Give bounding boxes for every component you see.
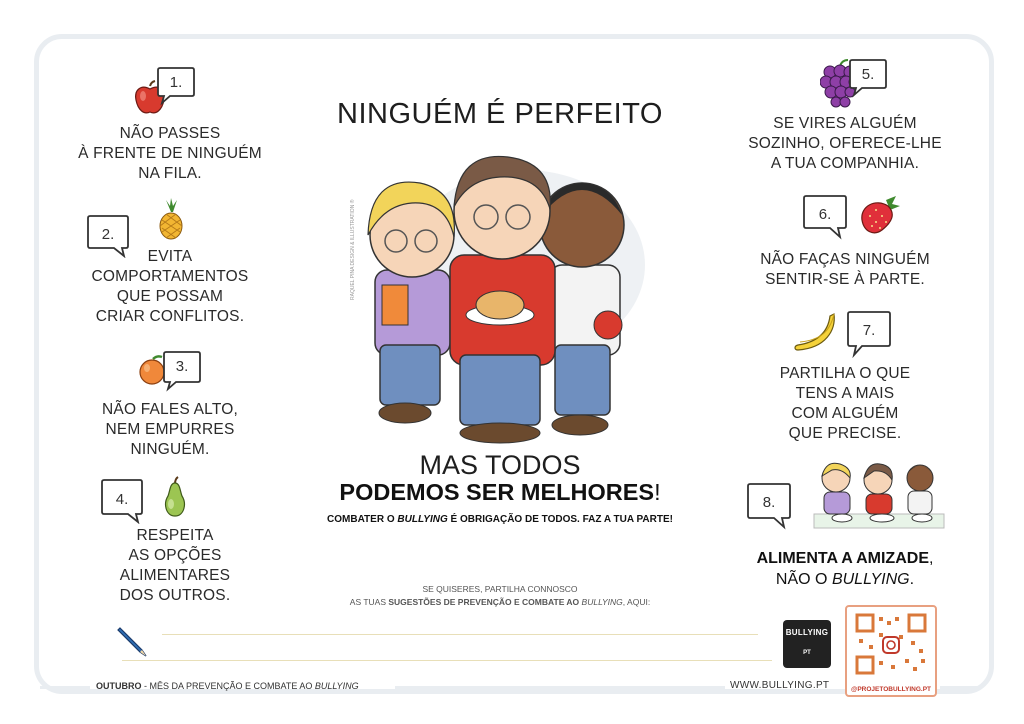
tip-3-text: NÃO FALES ALTO, NEM EMPURRES NINGUÉM.: [102, 401, 238, 458]
podemos-heading: PODEMOS SER MELHORES!: [339, 479, 661, 505]
page-title: NINGUÉM É PERFEITO: [337, 98, 663, 130]
tip-4-text: RESPEITA AS OPÇÕES ALIMENTARES DOS OUTROS.: [119, 527, 231, 604]
pencil-icon: [116, 624, 150, 663]
share-prompt-line1: SE QUISERES, PARTILHA CONNOSCO: [422, 584, 578, 594]
tip-number: 6.: [818, 206, 832, 223]
number-bubble-6: [802, 194, 842, 232]
illustration-credit: RAQUEL PINA DESIGN & ILLUSTRATION ®: [350, 199, 356, 300]
writing-line-1[interactable]: [162, 634, 758, 635]
combater-text: COMBATER O BULLYING É OBRIGAÇÃO DE TODOS. FAZ A TUA PARTE!: [327, 514, 673, 525]
tip-6-text: NÃO FAÇAS NINGUÉM SENTIR-SE À PARTE.: [760, 251, 930, 288]
footer-website[interactable]: WWW.BULLYING.PT: [730, 680, 830, 691]
tip-number: 8.: [762, 494, 776, 511]
strawberry-icon: [856, 192, 902, 243]
tip-8-text: ALIMENTA A AMIZADE, NÃO O BULLYING.: [756, 550, 934, 588]
pear-icon: [160, 476, 190, 523]
number-bubble-7: [846, 310, 886, 348]
number-bubble-5: [848, 58, 888, 96]
footer-text: OUTUBRO - MÊS DA PREVENÇÃO E COMBATE AO BULLYING: [96, 681, 359, 691]
tip-7-text: PARTILHA O QUE TENS A MAIS COM ALGUÉM QUE PRECISE.: [779, 365, 911, 442]
share-prompt-line2: AS TUAS SUGESTÕES DE PREVENÇÃO E COMBATE AO BULLYING, AQUI:: [349, 597, 651, 607]
tip-2-text: EVITA COMPORTAMENTOS QUE POSSAM CRIAR CONFLITOS.: [91, 248, 249, 325]
tip-number: 7.: [862, 322, 876, 339]
bullying-pt-logo[interactable]: BULLYING PT: [783, 620, 831, 668]
tip-5-text: SE VIRES ALGUÉM SOZINHO, OFERECE-LHE A TUA COMPANHIA.: [748, 115, 942, 172]
tip-number: 3.: [175, 358, 189, 375]
banana-icon: [790, 310, 840, 359]
footer-line-right: [940, 686, 980, 689]
number-bubble-4: [100, 478, 140, 516]
tip-number: 2.: [101, 226, 115, 243]
tip-number: 5.: [861, 66, 875, 83]
children-illustration: [350, 145, 650, 445]
tip-number: 4.: [115, 491, 129, 508]
mas-todos-text: MAS TODOS: [419, 450, 581, 480]
qr-handle: @PROJETOBULLYING.PT: [850, 686, 932, 693]
qr-code[interactable]: [845, 605, 937, 697]
number-bubble-8: [746, 482, 786, 520]
kids-eating-icon: [812, 456, 946, 539]
pineapple-icon: [156, 198, 186, 245]
writing-line-2[interactable]: [122, 660, 772, 661]
tip-1-text: NÃO PASSES À FRENTE DE NINGUÉM NA FILA.: [78, 125, 262, 182]
tip-number: 1.: [169, 74, 183, 91]
number-bubble-1: [156, 66, 196, 104]
footer-line-middle: [395, 686, 725, 689]
number-bubble-3: [162, 350, 202, 388]
footer-line-left: [40, 686, 90, 689]
